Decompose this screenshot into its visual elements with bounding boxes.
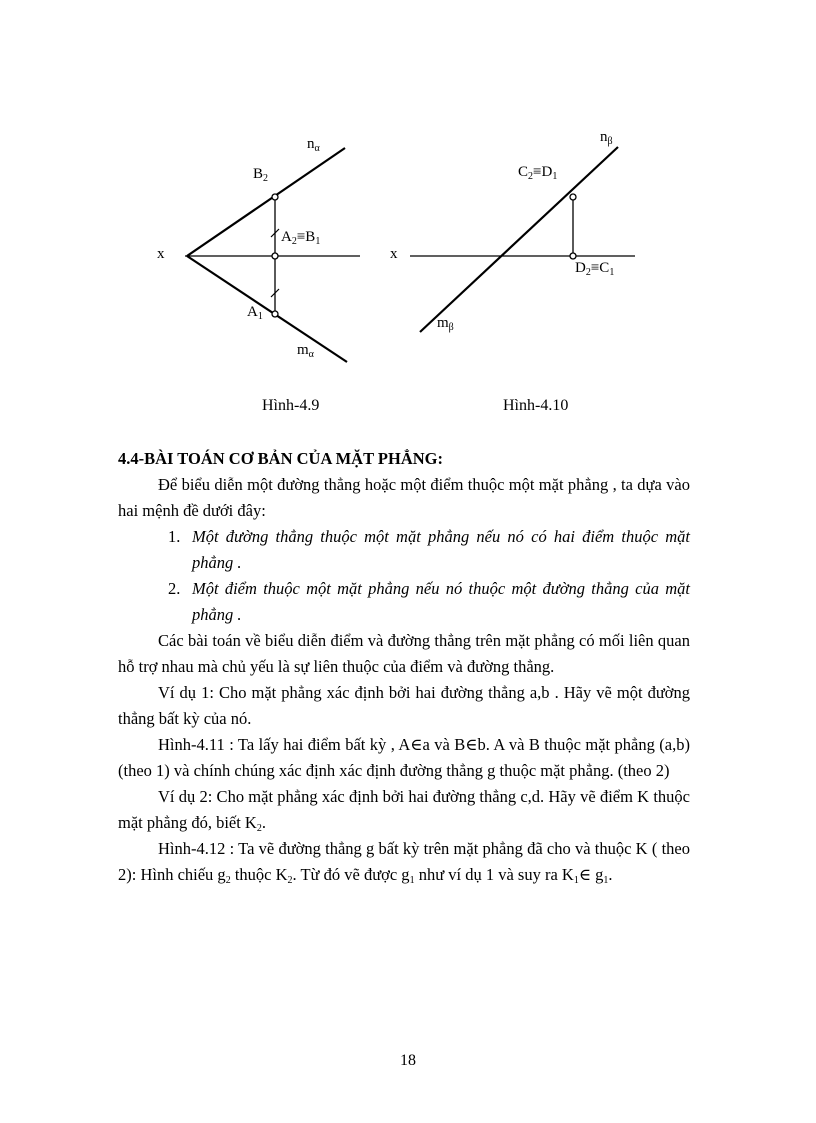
label-x: x	[157, 246, 165, 262]
paragraph-figure-4-11: Hình-4.11 : Ta lấy hai điểm bất kỳ , A∈a và B∈b. A và B thuộc mặt phẳng (a,b) (theo 1) và chính chúng xác định xác định đường thẳng g thuộc mặt phẳng. (theo 2)	[118, 735, 690, 780]
list-item-text: Một điểm thuộc một mặt phẳng nếu nó thuộc một đường thẳng của mặt phẳng .	[192, 579, 690, 624]
figure-4-10	[380, 120, 660, 350]
figure-4-10-drawing	[380, 120, 660, 350]
label-a1: $A_1$	[247, 304, 263, 322]
label-m-alpha: $m_\alpha$	[297, 342, 314, 360]
paragraph-figure-4-12: Hình-4.12 : Ta vẽ đường thẳng g bất kỳ trên mặt phẳng đã cho và thuộc K ( theo 2): Hình chiếu $g_2$ thuộc $K_2$. Từ đó vẽ được $g_1$ như ví dụ 1 và suy ra $K_1\in$ $g_1$.	[118, 839, 690, 886]
point-a1	[272, 311, 278, 317]
label-a2-b1: $A_2\equiv B_1$	[281, 229, 321, 247]
label-m-beta: $m_\beta$	[437, 315, 454, 333]
paragraph-1: Các bài toán về biểu diễn điểm và đường thẳng trên mặt phẳng có mối liên quan hỗ trợ nhau mà chủ yếu là sự liên thuộc của điểm và đường thẳng.	[118, 631, 690, 676]
intro-paragraph: Để biểu diễn một đường thẳng hoặc một điểm thuộc một mặt phẳng , ta dựa vào hai mệnh đề dưới đây:	[118, 475, 690, 520]
page-number: 18	[400, 1052, 416, 1069]
figure-4-10-caption: Hình-4.10	[503, 397, 569, 414]
list-item-text: Một đường thẳng thuộc một mặt phẳng nếu nó có hai điểm thuộc mặt phẳng .	[192, 527, 690, 572]
section-heading: 4.4-BÀI TOÁN CƠ BẢN CỦA MẶT PHẲNG:	[118, 449, 443, 468]
section-content	[118, 446, 690, 888]
point-a2-b1	[272, 253, 278, 259]
label-n-beta: $n_\beta$	[600, 129, 613, 147]
label-n-alpha: $n_\alpha$	[307, 136, 320, 154]
point-b2	[272, 194, 278, 200]
point-c2-d1	[570, 194, 576, 200]
list-item	[118, 524, 690, 576]
list-item-number: 1.	[168, 527, 181, 546]
label-x: x	[390, 246, 398, 262]
paragraph-example-2: Ví dụ 2: Cho mặt phẳng xác định bởi hai đường thẳng c,d. Hãy vẽ điểm K thuộc mặt phẳng đó, biết $K_2$.	[118, 787, 690, 834]
label-c2-d1: $C_2\equiv D_1$	[518, 164, 558, 182]
list-item	[118, 576, 690, 628]
proposition-list	[118, 524, 690, 628]
figure-4-9-caption: Hình-4.9	[262, 397, 320, 414]
label-b2: $B_2$	[253, 166, 269, 184]
point-d2-c1	[570, 253, 576, 259]
n-alpha-line	[187, 148, 345, 256]
list-item-number: 2.	[168, 579, 181, 598]
m-alpha-line	[187, 256, 347, 362]
paragraph-example-1: Ví dụ 1: Cho mặt phẳng xác định bởi hai đường thẳng a,b . Hãy vẽ một đường thẳng bất kỳ của nó.	[118, 683, 690, 728]
label-d2-c1: $D_2\equiv C_1$	[575, 260, 615, 278]
